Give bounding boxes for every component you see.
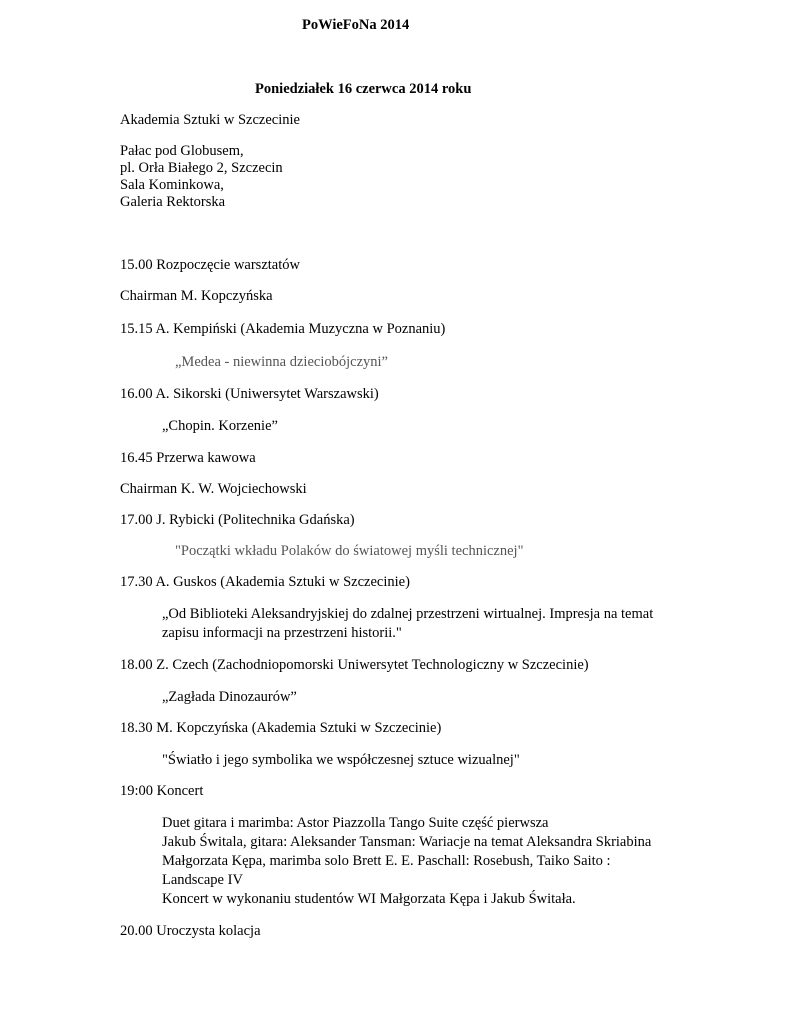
program-item: 19:00 Koncert	[120, 783, 204, 799]
program-item: 20.00 Uroczysta kolacja	[120, 923, 261, 939]
concert-line: Małgorzata Kępa, marimba solo Brett E. E. Paschall: Rosebush, Taiko Saito :	[162, 853, 611, 869]
date-heading: Poniedziałek 16 czerwca 2014 roku	[255, 81, 472, 97]
venue-line: Pałac pod Globusem,	[120, 143, 244, 159]
program-item: 17.00 J. Rybicki (Politechnika Gdańska)	[120, 512, 355, 528]
program-item: 16.00 A. Sikorski (Uniwersytet Warszawski)	[120, 386, 379, 402]
talk-title: „Chopin. Korzenie”	[162, 418, 278, 434]
talk-title: „Medea - niewinna dzieciobójczyni”	[175, 354, 388, 370]
talk-title: "Początki wkładu Polaków do światowej myśli technicznej"	[175, 543, 524, 559]
venue-line: pl. Orła Białego 2, Szczecin	[120, 160, 283, 176]
chairman: Chairman K. W. Wojciechowski	[120, 481, 307, 497]
program-item: 15.00 Rozpoczęcie warsztatów	[120, 257, 300, 273]
program-item: 17.30 A. Guskos (Akademia Sztuki w Szczecinie)	[120, 574, 410, 590]
talk-title: „Od Biblioteki Aleksandryjskiej do zdalnej przestrzeni wirtualnej. Impresja na temat	[162, 606, 654, 622]
program-item: 18.00 Z. Czech (Zachodniopomorski Uniwersytet Technologiczny w Szczecinie)	[120, 657, 589, 673]
program-item: 15.15 A. Kempiński (Akademia Muzyczna w Poznaniu)	[120, 321, 446, 337]
talk-title: „Zagłada Dinozaurów”	[162, 689, 297, 705]
talk-title: "Światło i jego symbolika we współczesnej sztuce wizualnej"	[162, 752, 520, 768]
chairman: Chairman M. Kopczyńska	[120, 288, 273, 304]
host-institution: Akademia Sztuki w Szczecinie	[120, 112, 300, 128]
talk-title: zapisu informacji na przestrzeni historii."	[162, 625, 402, 641]
concert-line: Koncert w wykonaniu studentów WI Małgorzata Kępa i Jakub Świtała.	[162, 891, 576, 907]
venue-line: Sala Kominkowa,	[120, 177, 224, 193]
program-item: 16.45 Przerwa kawowa	[120, 450, 256, 466]
concert-line: Landscape IV	[162, 872, 243, 888]
concert-line: Duet gitara i marimba: Astor Piazzolla Tango Suite część pierwsza	[162, 815, 549, 831]
venue-line: Galeria Rektorska	[120, 194, 226, 210]
document-title: PoWieFoNa 2014	[302, 17, 410, 33]
program-item: 18.30 M. Kopczyńska (Akademia Sztuki w Szczecinie)	[120, 720, 442, 736]
concert-line: Jakub Świtala, gitara: Aleksander Tansman: Wariacje na temat Aleksandra Skriabina	[162, 834, 652, 850]
